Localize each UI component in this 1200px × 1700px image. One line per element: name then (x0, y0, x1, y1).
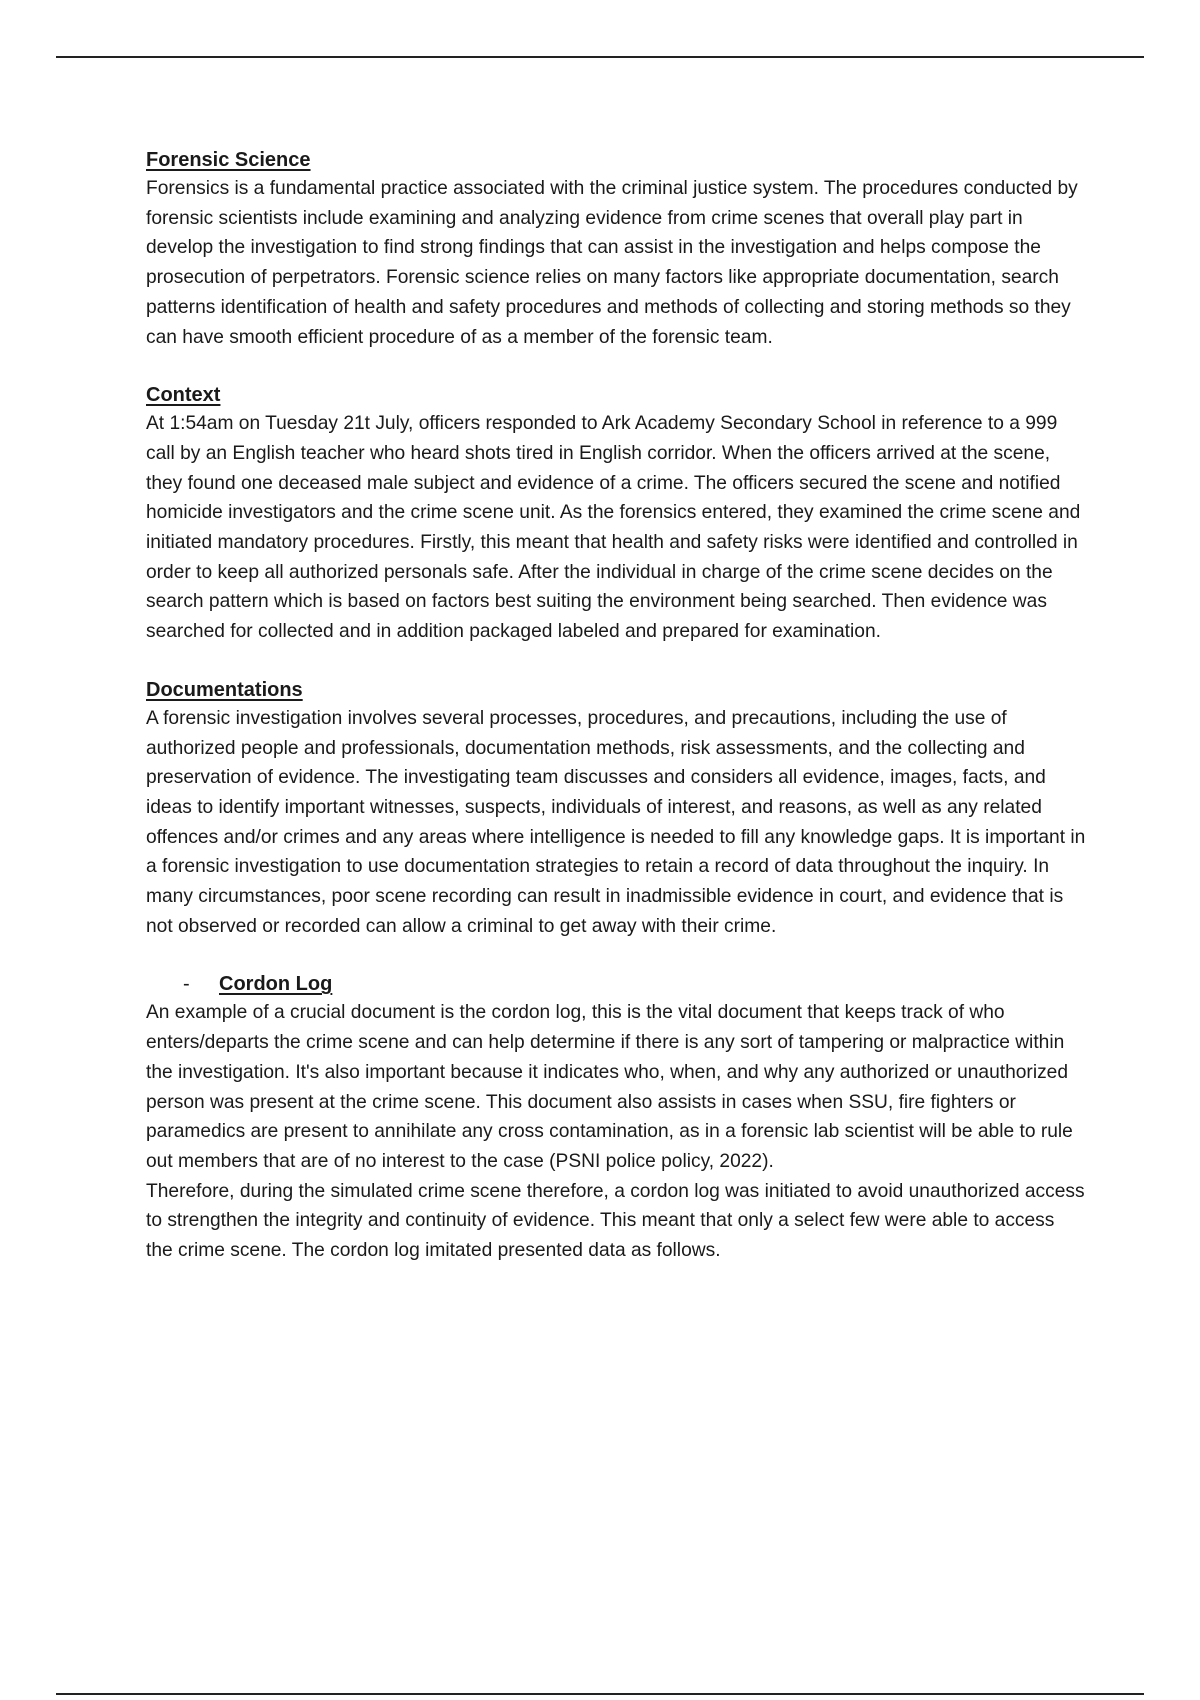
section-paragraph: A forensic investigation involves several processes, procedures, and precautions, including the use of authorized people and professionals, documentation methods, risk assessments, and the collecting and preservation of evidence. The investigating team discusses and considers all evidence, images, facts, and ideas to identify important witnesses, suspects, individuals of interest, and reasons, as well as any related offences and/or crimes and any areas where intelligence is needed to fill any knowledge gaps. It is important in a forensic investigation to use documentation strategies to retain a record of data throughout the inquiry. In many circumstances, poor scene recording can result in inadmissible evidence in court, and evidence that is not observed or recorded can allow a criminal to get away with their crime. (146, 707, 1086, 937)
section-documentations (146, 676, 1086, 942)
section-paragraph: An example of a crucial document is the cordon log, this is the vital document that keeps track of who enters/departs the crime scene and can help determine if there is any sort of tampering or malpractice within the investigation. It's also important because it indicates who, when, and why any authorized or unauthorized person was present at the crime scene. This document also assists in cases when SSU, fire fighters or paramedics are present to annihilate any cross contamination, as in a forensic lab scientist will be able to rule out members that are of no interest to the case (PSNI police policy, 2022). (146, 1002, 1073, 1172)
footer-rule (56, 1693, 1144, 1695)
section-cordon-log (146, 970, 1086, 1265)
section-paragraph: Therefore, during the simulated crime scene therefore, a cordon log was initiated to avoid unauthorized access to strengthen the integrity and continuity of evidence. This meant that only a select few were able to access the crime scene. The cordon log imitated presented data as follows. (146, 1180, 1085, 1262)
section-paragraph: Forensics is a fundamental practice associated with the criminal justice system. The procedures conducted by forensic scientists include examining and analyzing evidence from crime scenes that overall play part in develop the investigation to find strong findings that can assist in the investigation and helps compose the prosecution of perpetrators. Forensic science relies on many factors like appropriate documentation, search patterns identification of health and safety procedures and methods of collecting and storing methods so they can have smooth efficient procedure of as a member of the forensic team. (146, 178, 1078, 348)
header-rule (56, 56, 1144, 58)
section-heading: Forensic Science (146, 149, 311, 171)
bullet-dash: - (183, 973, 190, 996)
section-context (146, 381, 1086, 647)
subsection-heading (146, 970, 1086, 998)
subsection-heading-label: Cordon Log (219, 973, 333, 996)
section-paragraph: At 1:54am on Tuesday 21t July, officers responded to Ark Academy Secondary School in reference to a 999 call by an English teacher who heard shots tired in English corridor. When the officers arrived at the scene, they found one deceased male subject and evidence of a crime. The officers secured the scene and notified homicide investigators and the crime scene unit. As the forensics entered, they examined the crime scene and initiated mandatory procedures. Firstly, this meant that health and safety risks were identified and controlled in order to keep all authorized personals safe. After the individual in charge of the crime scene decides on the search pattern which is based on factors best suiting the environment being searched. Then evidence was searched for collected and in addition packaged labeled and prepared for examination. (146, 413, 1081, 643)
section-heading: Context (146, 384, 221, 407)
document-body (146, 146, 1086, 1295)
section-heading: Documentations (146, 678, 303, 701)
section-forensic-science (146, 146, 1086, 352)
